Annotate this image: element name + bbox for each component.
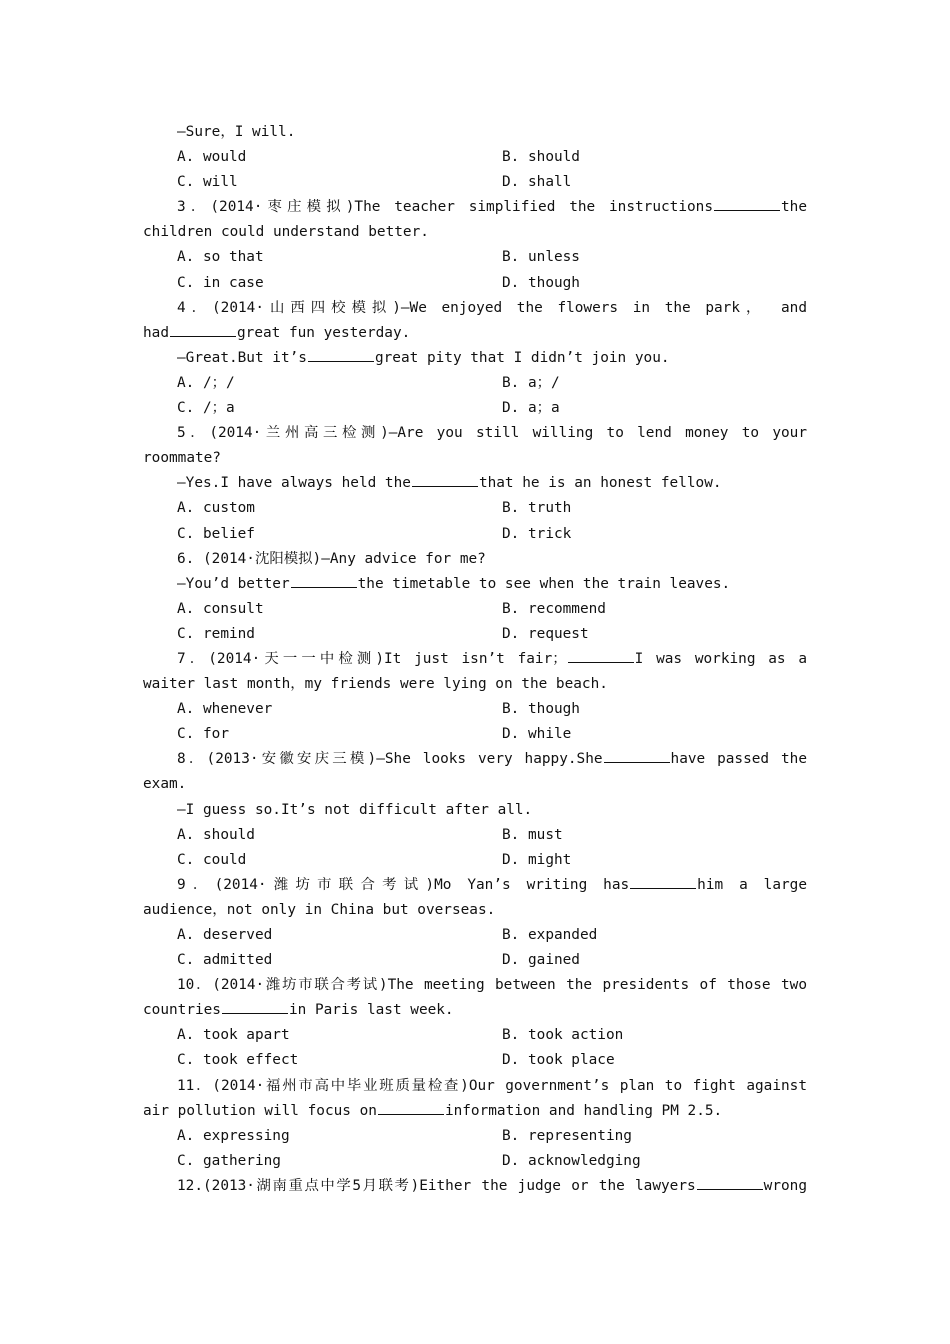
option-b: B. though: [502, 701, 580, 718]
q9-options-cd: [143, 948, 807, 973]
answer-blank: [630, 874, 696, 889]
question-list: [143, 120, 807, 1199]
option-a: A. expressing: [177, 1127, 290, 1144]
answer-blank: [412, 472, 478, 487]
q7-options-cd: [143, 722, 807, 747]
option-d: D. might: [502, 851, 572, 868]
q7-options-ab: [143, 697, 807, 722]
option-b: B. truth: [502, 500, 572, 517]
q3-line-2: children could understand better.: [143, 224, 429, 241]
q9-options-ab: [143, 923, 807, 948]
option-d: D. though: [502, 274, 580, 291]
option-b: B. recommend: [502, 600, 606, 617]
q2-reply: —Sure，I will.: [177, 124, 296, 140]
option-b: B. should: [502, 149, 580, 166]
option-d: D. acknowledging: [502, 1152, 641, 1169]
option-a: A. custom: [177, 500, 255, 517]
q4-line-1: 4．(2014·山西四校模拟)—We enjoyed the flowers in the park， and: [177, 299, 807, 316]
answer-blank: [604, 748, 670, 763]
q6-line-2: —You’d better the timetable to see when the train leaves.: [143, 572, 807, 597]
q11-options-ab: [143, 1124, 807, 1149]
option-a: A. whenever: [177, 701, 273, 718]
q10-line-1: 10．(2014·潍坊市联合考试)The meeting between the presidents of those two: [177, 977, 807, 994]
q4-line-2: had great fun yesterday.: [143, 321, 807, 346]
q3-line-1: 3．(2014·枣庄模拟)The teacher simplified the instructions the: [143, 195, 807, 220]
option-c: C. for: [177, 726, 229, 743]
q4-line-3: —Great.But it’s great pity that I didn’t join you.: [143, 346, 807, 371]
q6-options-cd: [143, 622, 807, 647]
option-c: C. admitted: [177, 952, 273, 969]
option-b: B. must: [502, 826, 563, 843]
q4-options-cd: [143, 396, 807, 421]
q2-options-cd: [143, 170, 807, 195]
q7-line-1: 7．(2014·天一一中检测)It just isn’t fair； I was working as a: [143, 647, 807, 672]
q6-line-1: 6. (2014·沈阳模拟)—Any advice for me?: [177, 550, 486, 567]
q5-options-cd: [143, 522, 807, 547]
option-c: C. could: [177, 851, 247, 868]
option-c: C. in case: [177, 274, 264, 291]
option-d: D. a；a: [502, 400, 560, 417]
option-a: A. would: [177, 149, 247, 166]
answer-blank: [170, 322, 236, 337]
q8-line-2: exam.: [143, 776, 187, 793]
q5-options-ab: [143, 496, 807, 521]
option-d: D. trick: [502, 525, 572, 542]
q11-line-1: 11．(2014·福州市高中毕业班质量检查)Our government’s plan to fight against: [177, 1077, 807, 1094]
option-a: A. took apart: [177, 1027, 290, 1044]
q11-line-2: air pollution will focus on information and handling PM 2.5.: [143, 1099, 807, 1124]
option-d: D. shall: [502, 174, 572, 191]
option-c: C. gathering: [177, 1152, 281, 1169]
option-c: C. took effect: [177, 1052, 299, 1069]
q9-line-1: 9．(2014·潍坊市联合考试)Mo Yan’s writing has him a large: [143, 873, 807, 898]
option-a: A. /；/: [177, 374, 235, 391]
answer-blank: [714, 196, 780, 211]
q8-options-cd: [143, 848, 807, 873]
answer-blank: [308, 347, 374, 362]
option-d: D. request: [502, 625, 589, 642]
answer-blank: [697, 1175, 763, 1190]
option-d: D. while: [502, 726, 572, 743]
q3-options-cd: [143, 271, 807, 296]
option-b: B. took action: [502, 1027, 624, 1044]
q9-line-2: audience，not only in China but overseas.: [143, 901, 496, 918]
q5-line-1: 5．(2014·兰州高三检测)—Are you still willing to lend money to your: [177, 425, 807, 442]
option-a: A. deserved: [177, 927, 273, 943]
q8-line-3: —I guess so.It’s not difficult after all.: [177, 801, 533, 818]
answer-blank: [378, 1100, 444, 1115]
option-c: C. /；a: [177, 400, 235, 417]
option-c: C. remind: [177, 625, 255, 642]
answer-blank: [291, 573, 357, 588]
option-b: B. expanded: [502, 927, 598, 943]
option-b: B. representing: [502, 1127, 632, 1144]
q11-options-cd: [143, 1149, 807, 1174]
option-b: B. a；/: [502, 374, 560, 391]
q5-line-2: roommate?: [143, 450, 221, 467]
option-a: A. consult: [177, 600, 264, 617]
answer-blank: [568, 648, 634, 663]
q3-options-ab: [143, 245, 807, 270]
q10-options-ab: [143, 1023, 807, 1048]
option-a: A. so that: [177, 249, 264, 266]
q10-options-cd: [143, 1048, 807, 1073]
answer-blank: [222, 999, 288, 1014]
q4-options-ab: [143, 371, 807, 396]
q8-line-1: 8．(2013·安徽安庆三模)—She looks very happy.She have passed the: [143, 747, 807, 772]
q5-line-3: —Yes.I have always held the that he is an honest fellow.: [143, 471, 807, 496]
q10-line-2: countries in Paris last week.: [143, 998, 807, 1023]
option-b: B. unless: [502, 249, 580, 266]
option-d: D. gained: [502, 952, 580, 969]
q12-line-1: 12.(2013·湖南重点中学5月联考)Either the judge or the lawyers wrong: [143, 1174, 807, 1199]
q7-line-2: waiter last month，my friends were lying on the beach.: [143, 676, 608, 693]
option-c: C. belief: [177, 525, 255, 542]
option-d: D. took place: [502, 1052, 615, 1069]
q6-options-ab: [143, 597, 807, 622]
q2-options-ab: [143, 145, 807, 170]
q8-options-ab: [143, 823, 807, 848]
option-c: C. will: [177, 174, 238, 191]
option-a: A. should: [177, 826, 255, 843]
